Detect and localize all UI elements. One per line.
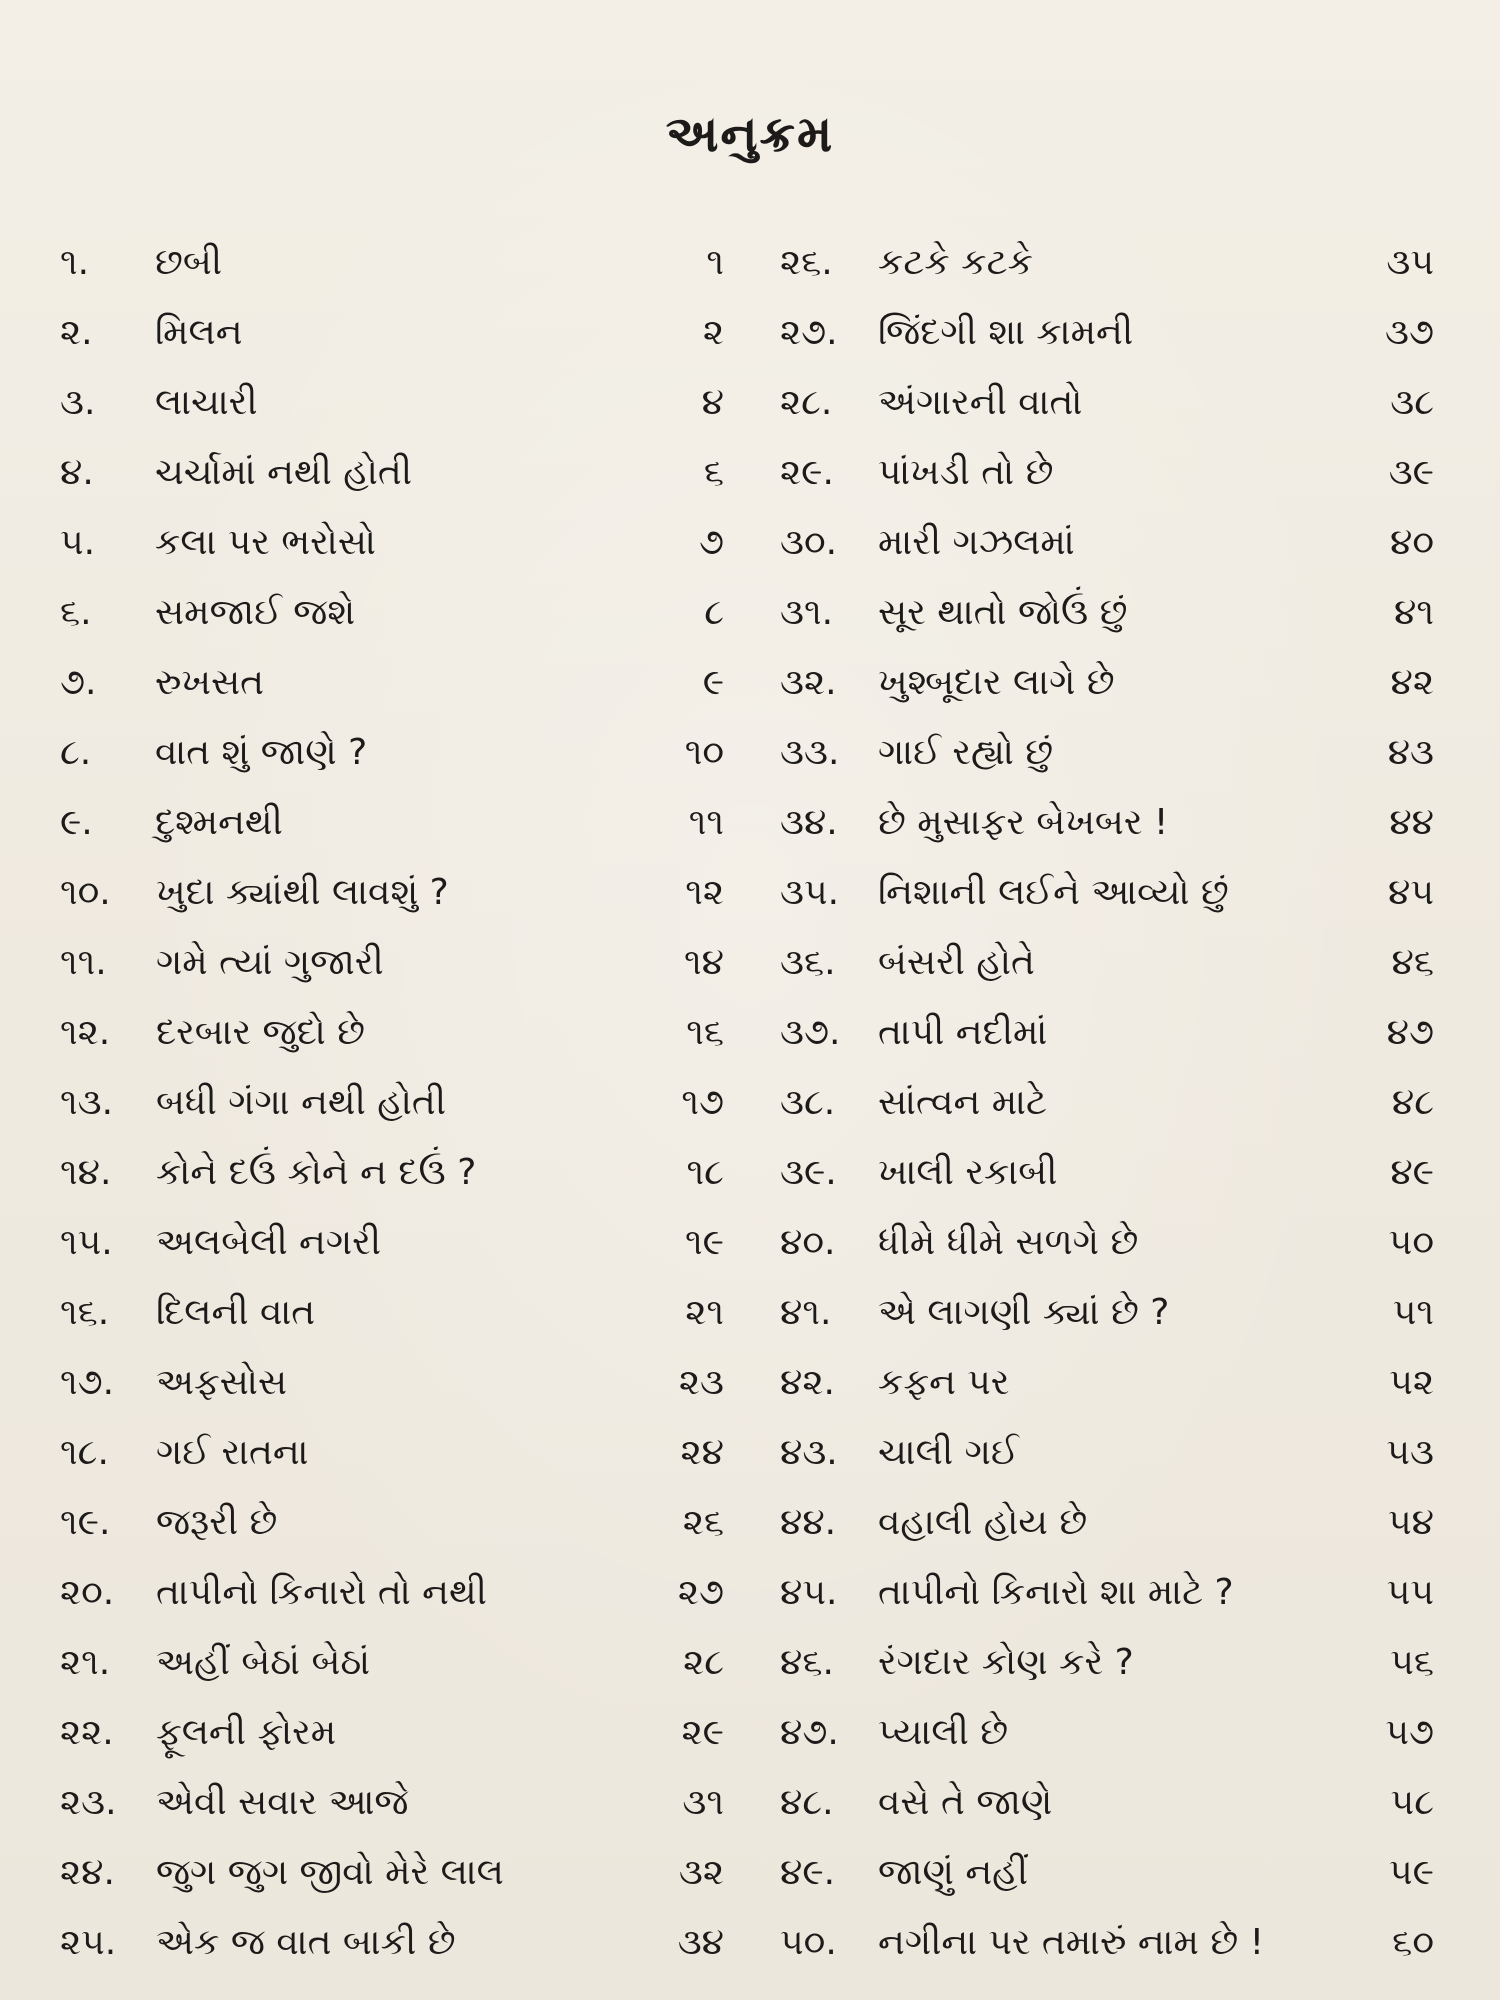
entry-page-number: ૨૬ xyxy=(682,1502,724,1543)
toc-entry xyxy=(60,788,724,858)
entry-number: ૪૦. xyxy=(780,1222,836,1263)
entry-page-number: ૧૦ xyxy=(684,732,724,773)
entry-title: કટકે કટકે xyxy=(878,242,1034,283)
entry-title: છે મુસાફર બેખબર ! xyxy=(878,802,1169,843)
toc-entry xyxy=(60,508,724,578)
entry-title: જિંદગી શા કામની xyxy=(878,312,1134,353)
entry-page-number: ૪૦ xyxy=(1390,522,1434,563)
toc-entry xyxy=(780,928,1440,998)
toc-entry xyxy=(780,508,1440,578)
toc-entry xyxy=(60,1838,724,1908)
entry-number: ૧૪. xyxy=(60,1152,112,1193)
entry-page-number: ૩૭ xyxy=(1385,312,1434,353)
entry-title: તાપી નદીમાં xyxy=(878,1012,1048,1053)
entry-number: ૨૩. xyxy=(60,1782,117,1823)
toc-entry xyxy=(60,1628,724,1698)
toc-entry xyxy=(780,1418,1440,1488)
entry-title: અહીં બેઠાં બેઠાં xyxy=(156,1642,371,1683)
entry-title: નિશાની લઈને આવ્યો છું xyxy=(878,872,1229,913)
toc-entry xyxy=(60,1068,724,1138)
entry-page-number: ૩૮ xyxy=(1390,382,1434,423)
entry-title: જરૂરી છે xyxy=(156,1502,278,1543)
entry-title: એ લાગણી ક્યાં છે ? xyxy=(878,1292,1170,1333)
entry-title: એવી સવાર આજે xyxy=(156,1782,409,1823)
toc-entry xyxy=(60,1208,724,1278)
entry-page-number: ૬૦ xyxy=(1392,1922,1434,1963)
entry-page-number: ૫૫ xyxy=(1386,1572,1434,1613)
entry-page-number: ૩૨ xyxy=(678,1852,724,1893)
entry-page-number: ૨ xyxy=(702,312,724,353)
entry-page-number: ૫૮ xyxy=(1390,1782,1434,1823)
entry-page-number: ૩૫ xyxy=(1386,242,1434,283)
entry-title: દરબાર જુદો છે xyxy=(156,1012,365,1053)
entry-page-number: ૩૧ xyxy=(682,1782,724,1823)
toc-entry xyxy=(780,1488,1440,1558)
entry-number: ૫. xyxy=(60,522,96,563)
entry-title: ગઈ રાતના xyxy=(156,1432,309,1473)
toc-entry xyxy=(60,298,724,368)
entry-page-number: ૪ xyxy=(701,382,724,423)
entry-number: ૪૬. xyxy=(780,1642,834,1683)
toc-entry xyxy=(60,1488,724,1558)
toc-entry xyxy=(780,788,1440,858)
toc-entry xyxy=(60,1698,724,1768)
entry-number: ૪૭. xyxy=(780,1712,839,1753)
entry-number: ૩૬. xyxy=(780,942,836,983)
toc-entry xyxy=(60,1418,724,1488)
entry-title: નગીના પર તમારું નામ છે ! xyxy=(878,1922,1265,1963)
page-title: અનુક્રમ xyxy=(665,105,835,163)
entry-number: ૧૮. xyxy=(60,1432,109,1473)
entry-number: ૪. xyxy=(60,452,94,493)
entry-number: ૩. xyxy=(60,382,96,423)
toc-entry xyxy=(60,368,724,438)
entry-number: ૧૭. xyxy=(60,1362,115,1403)
toc-entry xyxy=(780,438,1440,508)
entry-page-number: ૪૮ xyxy=(1391,1082,1434,1123)
entry-number: ૪૩. xyxy=(780,1432,838,1473)
entry-title: ગમે ત્યાં ગુજારી xyxy=(156,942,384,983)
entry-page-number: ૪૪ xyxy=(1389,802,1434,843)
entry-number: ૩૪. xyxy=(780,802,838,843)
entry-page-number: ૧૪ xyxy=(684,942,724,983)
entry-number: ૮. xyxy=(60,732,92,773)
entry-title: વાત શું જાણે ? xyxy=(155,732,368,773)
entry-title: રંગદાર કોણ કરે ? xyxy=(878,1642,1134,1683)
toc-entry xyxy=(60,578,724,648)
toc-entry xyxy=(60,1908,724,1978)
toc-entry xyxy=(780,1768,1440,1838)
entry-page-number: ૫૩ xyxy=(1386,1432,1434,1473)
entry-title: સમજાઈ જશે xyxy=(155,592,356,633)
entry-page-number: ૧૨ xyxy=(685,872,724,913)
entry-title: જાણું નહીં xyxy=(878,1852,1029,1893)
toc-entry xyxy=(60,998,724,1068)
entry-title: ધીમે ધીમે સળગે છે xyxy=(878,1222,1139,1263)
toc-entry xyxy=(780,858,1440,928)
entry-number: ૧૨. xyxy=(60,1012,111,1053)
toc-column-right xyxy=(780,228,1440,1978)
entry-title: મારી ગઝલમાં xyxy=(878,522,1075,563)
toc-entry xyxy=(780,1628,1440,1698)
toc-entry xyxy=(60,718,724,788)
entry-title: ખુદા ક્યાંથી લાવશું ? xyxy=(156,872,449,913)
entry-page-number: ૪૩ xyxy=(1387,732,1434,773)
entry-number: ૪૧. xyxy=(780,1292,832,1333)
entry-number: ૩૯. xyxy=(780,1152,837,1193)
entry-page-number: ૧૮ xyxy=(686,1152,724,1193)
toc-entry xyxy=(780,1348,1440,1418)
entry-number: ૨૪. xyxy=(60,1852,115,1893)
entry-number: ૨૭. xyxy=(780,312,838,353)
entry-number: ૨૮. xyxy=(780,382,833,423)
toc-entry xyxy=(780,1138,1440,1208)
entry-title: અંગારની વાતો xyxy=(878,382,1083,423)
entry-title: ચર્ચામાં નથી હોતી xyxy=(155,452,413,493)
entry-title: રુખસત xyxy=(155,662,265,703)
entry-title: ખુશ્બૂદાર લાગે છે xyxy=(878,662,1115,703)
entry-page-number: ૨૩ xyxy=(678,1362,724,1403)
entry-number: ૨૬. xyxy=(780,242,833,283)
entry-title: ચાલી ગઈ xyxy=(878,1432,1019,1473)
entry-page-number: ૧૭ xyxy=(681,1082,724,1123)
entry-number: ૬. xyxy=(60,592,92,633)
entry-page-number: ૪૫ xyxy=(1388,872,1434,913)
entry-page-number: ૪૬ xyxy=(1391,942,1434,983)
entry-number: ૨૧. xyxy=(60,1642,111,1683)
entry-page-number: ૨૧ xyxy=(685,1292,724,1333)
entry-title: લાચારી xyxy=(155,382,258,423)
toc-entry xyxy=(60,1278,724,1348)
entry-page-number: ૫૦ xyxy=(1388,1222,1434,1263)
toc-entry xyxy=(780,368,1440,438)
entry-number: ૧૧. xyxy=(60,942,107,983)
entry-title: બધી ગંગા નથી હોતી xyxy=(156,1082,447,1123)
entry-title: દુશ્મનથી xyxy=(155,802,283,843)
entry-number: ૧૩. xyxy=(60,1082,114,1123)
toc-entry xyxy=(60,438,724,508)
toc-entry xyxy=(60,1558,724,1628)
toc-entry xyxy=(60,1348,724,1418)
entry-page-number: ૯ xyxy=(702,662,724,703)
toc-entry xyxy=(780,648,1440,718)
entry-number: ૧. xyxy=(60,242,90,283)
entry-number: ૨૦. xyxy=(60,1572,115,1613)
toc-entry xyxy=(780,1698,1440,1768)
entry-number: ૧૦. xyxy=(60,872,111,913)
entry-page-number: ૨૭ xyxy=(677,1572,724,1613)
entry-page-number: ૫૨ xyxy=(1389,1362,1434,1403)
entry-title: કફન પર xyxy=(878,1362,1010,1403)
toc-column-left xyxy=(60,228,724,1978)
entry-page-number: ૩૯ xyxy=(1388,452,1434,493)
toc-entry xyxy=(60,228,724,298)
entry-page-number: ૪૭ xyxy=(1386,1012,1434,1053)
entry-page-number: ૪૨ xyxy=(1390,662,1434,703)
entry-number: ૨૨. xyxy=(60,1712,114,1753)
entry-number: ૯. xyxy=(60,802,93,843)
entry-title: કલા પર ભરોસો xyxy=(155,522,376,563)
entry-page-number: ૨૮ xyxy=(683,1642,724,1683)
entry-number: ૧૫. xyxy=(60,1222,113,1263)
entry-page-number: ૫૭ xyxy=(1385,1712,1434,1753)
entry-title: બંસરી હોતે xyxy=(878,942,1035,983)
entry-number: ૩૫. xyxy=(780,872,840,913)
toc-entry xyxy=(60,1768,724,1838)
entry-title: મિલન xyxy=(155,312,243,353)
entry-number: ૫૦. xyxy=(780,1922,837,1963)
toc-entry xyxy=(60,1138,724,1208)
entry-number: ૧૯. xyxy=(60,1502,111,1543)
entry-number: ૩૭. xyxy=(780,1012,841,1053)
toc-entry xyxy=(780,578,1440,648)
entry-page-number: ૨૪ xyxy=(680,1432,724,1473)
entry-number: ૪૪. xyxy=(780,1502,837,1543)
entry-number: ૩૮. xyxy=(780,1082,836,1123)
entry-title: વહાલી હોય છે xyxy=(878,1502,1088,1543)
entry-number: ૧૬. xyxy=(60,1292,110,1333)
entry-title: એક જ વાત બાકી છે xyxy=(156,1922,456,1963)
toc-entry xyxy=(780,1068,1440,1138)
entry-title: સૂર થાતો જોઉં છું xyxy=(878,592,1128,633)
entry-title: ખાલી રકાબી xyxy=(878,1152,1058,1193)
entry-number: ૩૩. xyxy=(780,732,840,773)
entry-title: ફૂલની ફોરમ xyxy=(156,1712,337,1753)
entry-number: ૨૫. xyxy=(60,1922,117,1963)
toc-entry xyxy=(60,928,724,998)
entry-page-number: ૪૯ xyxy=(1390,1152,1434,1193)
toc-entry xyxy=(780,228,1440,298)
entry-title: સાંત્વન માટે xyxy=(878,1082,1047,1123)
entry-page-number: ૫૪ xyxy=(1388,1502,1434,1543)
entry-title: અફસોસ xyxy=(156,1362,288,1403)
entry-title: તાપીનો કિનારો તો નથી xyxy=(156,1572,487,1613)
entry-number: ૨. xyxy=(60,312,93,353)
entry-number: ૪૨. xyxy=(780,1362,835,1403)
toc-entry xyxy=(780,998,1440,1068)
entry-number: ૪૯. xyxy=(780,1852,836,1893)
entry-page-number: ૩૪ xyxy=(677,1922,724,1963)
entry-number: ૩૦. xyxy=(780,522,838,563)
entry-page-number: ૪૧ xyxy=(1394,592,1434,633)
toc-entry xyxy=(60,648,724,718)
entry-title: જુગ જુગ જીવો મેરે લાલ xyxy=(156,1852,504,1893)
toc-entry xyxy=(780,1558,1440,1628)
entry-number: ૩૨. xyxy=(780,662,837,703)
entry-title: અલબેલી નગરી xyxy=(156,1222,382,1263)
toc-entry xyxy=(780,1278,1440,1348)
entry-page-number: ૧ xyxy=(706,242,724,283)
entry-title: તાપીનો કિનારો શા માટે ? xyxy=(878,1572,1234,1613)
entry-page-number: ૫૯ xyxy=(1389,1852,1434,1893)
entry-page-number: ૧૧ xyxy=(688,802,724,843)
entry-title: વસે તે જાણે xyxy=(878,1782,1053,1823)
toc-entry xyxy=(780,718,1440,788)
entry-page-number: ૧૬ xyxy=(686,1012,724,1053)
entry-number: ૭. xyxy=(60,662,97,703)
entry-page-number: ૧૯ xyxy=(685,1222,724,1263)
entry-page-number: ૮ xyxy=(704,592,724,633)
entry-title: દિલની વાત xyxy=(156,1292,316,1333)
entry-title: છબી xyxy=(155,242,223,283)
entry-number: ૪૫. xyxy=(780,1572,838,1613)
entry-page-number: ૨૯ xyxy=(681,1712,724,1753)
toc-entry xyxy=(780,1208,1440,1278)
entry-title: ગાઈ રહ્યો છું xyxy=(878,732,1054,773)
toc-entry xyxy=(780,1838,1440,1908)
toc-entry xyxy=(780,298,1440,368)
entry-title: પાંખડી તો છે xyxy=(878,452,1054,493)
entry-title: પ્યાલી છે xyxy=(878,1712,1009,1753)
entry-page-number: ૫૧ xyxy=(1392,1292,1434,1333)
entry-title: કોને દઉં કોને ન દઉં ? xyxy=(156,1152,477,1193)
entry-page-number: ૬ xyxy=(703,452,724,493)
entry-number: ૨૯. xyxy=(780,452,834,493)
toc-entry xyxy=(780,1908,1440,1978)
toc-entry xyxy=(60,858,724,928)
entry-page-number: ૫૬ xyxy=(1390,1642,1434,1683)
entry-number: ૩૧. xyxy=(780,592,834,633)
entry-page-number: ૭ xyxy=(698,522,724,563)
entry-number: ૪૮. xyxy=(780,1782,834,1823)
